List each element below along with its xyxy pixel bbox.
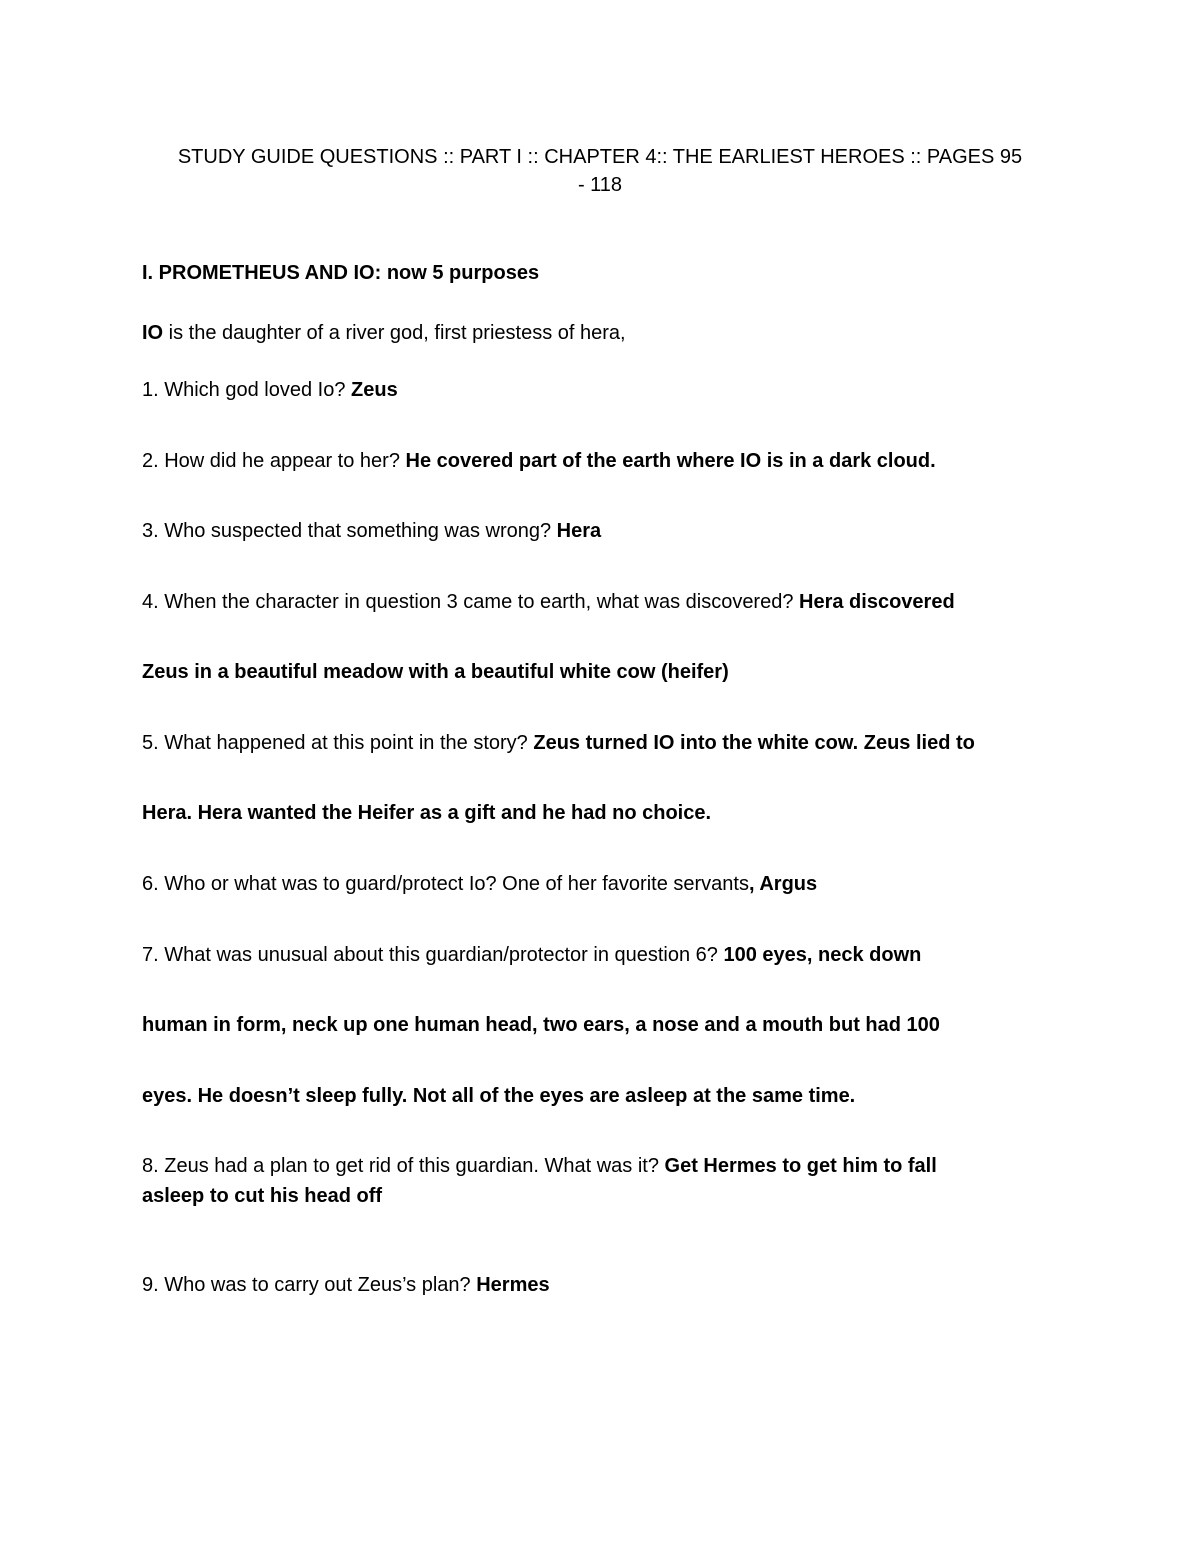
section-heading <box>142 259 1062 287</box>
answer-text-continued: asleep to cut his head off <box>142 1185 383 1207</box>
question-5-continued <box>142 799 1062 827</box>
answer-text-continued: eyes. He doesn’t sleep fully. Not all of the eyes are asleep at the same time. <box>142 1085 856 1107</box>
answer-text: 100 eyes, neck down <box>723 944 922 966</box>
intro-bold: IO <box>142 322 164 344</box>
title-line-1: STUDY GUIDE QUESTIONS :: PART I :: CHAPTER 4:: THE EARLIEST HEROES :: PAGES 95 <box>177 146 1023 168</box>
question-7-continued-1 <box>142 1011 1062 1039</box>
question-1 <box>142 376 1062 404</box>
question-8 <box>142 1152 1062 1180</box>
question-6 <box>142 870 1062 898</box>
document-title <box>140 143 1060 199</box>
answer-text-continued: Hera. Hera wanted the Heifer as a gift and he had no choice. <box>142 802 712 824</box>
question-text: 6. Who or what was to guard/protect Io? One of her favorite servants <box>142 873 749 895</box>
intro-text: is the daughter of a river god, first priestess of hera, <box>163 322 626 344</box>
question-text: 5. What happened at this point in the story? <box>142 732 534 754</box>
question-text: 2. How did he appear to her? <box>142 450 406 472</box>
question-3 <box>142 517 1062 545</box>
answer-text: Hermes <box>476 1274 550 1296</box>
question-text: 7. What was unusual about this guardian/protector in question 6? <box>142 944 724 966</box>
question-8-continued <box>142 1182 1062 1210</box>
answer-text: Zeus <box>351 379 398 401</box>
question-text: 3. Who suspected that something was wrong? <box>142 520 557 542</box>
question-text: 8. Zeus had a plan to get rid of this guardian. What was it? <box>142 1155 665 1177</box>
question-7-continued-2 <box>142 1082 1062 1110</box>
answer-text: , Argus <box>748 873 818 895</box>
answer-text-continued: human in form, neck up one human head, two ears, a nose and a mouth but had 100 <box>142 1014 940 1036</box>
question-text: 1. Which god loved Io? <box>142 379 352 401</box>
question-2 <box>142 447 1062 475</box>
question-4-continued <box>142 658 1062 686</box>
answer-text-continued: Zeus in a beautiful meadow with a beautiful white cow (heifer) <box>142 661 729 683</box>
answer-text: Hera <box>556 520 602 542</box>
answer-text: Get Hermes to get him to fall <box>664 1155 937 1177</box>
title-line-2: - 118 <box>577 174 623 196</box>
answer-text: Zeus turned IO into the white cow. Zeus lied to <box>533 732 975 754</box>
question-4 <box>142 588 1062 616</box>
question-9 <box>142 1271 1062 1299</box>
answer-text: Hera discovered <box>799 591 955 613</box>
question-text: 4. When the character in question 3 came to earth, what was discovered? <box>142 591 800 613</box>
answer-text: He covered part of the earth where IO is in a dark cloud. <box>405 450 936 472</box>
question-7 <box>142 941 1062 969</box>
section-heading-text: I. PROMETHEUS AND IO: now 5 purposes <box>142 262 540 284</box>
question-text: 9. Who was to carry out Zeus’s plan? <box>142 1274 477 1296</box>
intro-line <box>142 319 1062 347</box>
question-5 <box>142 729 1062 757</box>
